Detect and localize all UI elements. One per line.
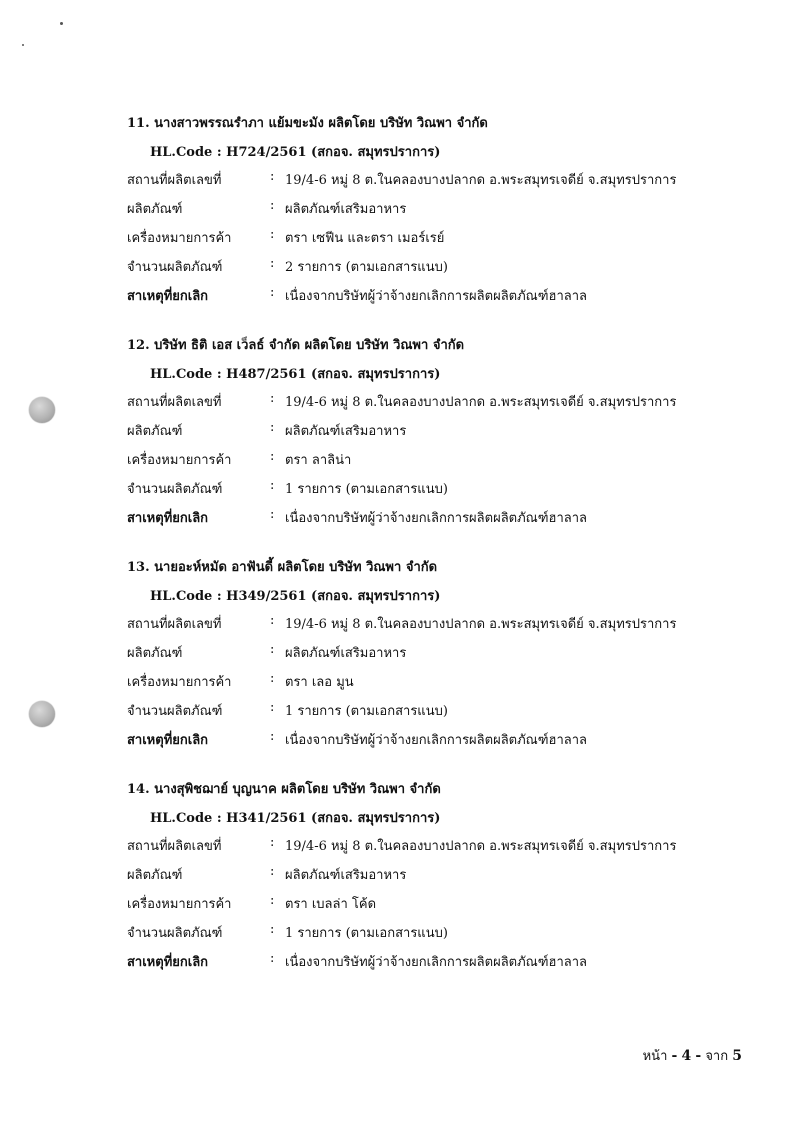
entry-13 [0,556,800,756]
colon: : [270,198,275,213]
page-total: 5 [732,1048,742,1064]
colon: : [270,864,275,879]
colon: : [270,613,275,628]
label-reason: สาเหตุที่ยกเลิก [127,511,209,526]
value-product: ผลิตภัณฑ์เสริมอาหาร [285,646,407,661]
row-address [0,613,800,635]
value-trademark: ตรา ลาลิน่า [285,453,352,468]
row-product [0,420,800,442]
scan-speck [60,22,63,25]
row-reason [0,951,800,973]
value-quantity: 2 รายการ (ตามเอกสารแนบ) [285,260,448,275]
value-quantity: 1 รายการ (ตามเอกสารแนบ) [285,482,448,497]
value-reason: เนื่องจากบริษัทผู้ว่าจ้างยกเลิกการผลิตผลิตภัณฑ์ฮาลาล [285,733,587,748]
label-address: สถานที่ผลิตเลขที่ [127,395,222,410]
label-product: ผลิตภัณฑ์ [127,646,183,661]
colon: : [270,169,275,184]
scan-speck [22,44,24,46]
value-trademark: ตรา เซฟีน และตรา เมอร์เรย์ [285,231,445,246]
value-reason: เนื่องจากบริษัทผู้ว่าจ้างยกเลิกการผลิตผลิตภัณฑ์ฮาลาล [285,511,587,526]
page-of-label: จาก [705,1049,729,1064]
label-trademark: เครื่องหมายการค้า [127,897,232,912]
row-product [0,642,800,664]
label-reason: สาเหตุที่ยกเลิก [127,733,209,748]
entry-12 [0,334,800,534]
colon: : [270,671,275,686]
hl-code: HL.Code : H724/2561 (สกอจ. สมุทรปราการ) [150,145,441,160]
colon: : [270,951,275,966]
colon: : [270,449,275,464]
value-trademark: ตรา เลอ มูน [285,675,354,690]
colon: : [270,285,275,300]
colon: : [270,507,275,522]
row-quantity [0,478,800,500]
label-trademark: เครื่องหมายการค้า [127,231,232,246]
entry-title: 14. นางสุพิชฌาย์ บุญนาค ผลิตโดย บริษัท วิณพา จำกัด [127,782,441,797]
row-quantity [0,700,800,722]
colon: : [270,729,275,744]
value-trademark: ตรา เบลล่า โค้ด [285,897,377,912]
value-quantity: 1 รายการ (ตามเอกสารแนบ) [285,926,448,941]
row-quantity [0,256,800,278]
colon: : [270,922,275,937]
value-reason: เนื่องจากบริษัทผู้ว่าจ้างยกเลิกการผลิตผลิตภัณฑ์ฮาลาล [285,289,587,304]
page-dash: - [671,1048,678,1064]
label-reason: สาเหตุที่ยกเลิก [127,289,209,304]
row-trademark [0,227,800,249]
row-trademark [0,893,800,915]
label-quantity: จำนวนผลิตภัณฑ์ [127,704,223,719]
colon: : [270,227,275,242]
label-quantity: จำนวนผลิตภัณฑ์ [127,482,223,497]
label-address: สถานที่ผลิตเลขที่ [127,173,222,188]
colon: : [270,256,275,271]
row-reason [0,729,800,751]
row-reason [0,285,800,307]
value-reason: เนื่องจากบริษัทผู้ว่าจ้างยกเลิกการผลิตผลิตภัณฑ์ฮาลาล [285,955,587,970]
colon: : [270,642,275,657]
value-address: 19/4-6 หมู่ 8 ต.ในคลองบางปลากด อ.พระสมุทรเจดีย์ จ.สมุทรปราการ [285,173,677,188]
label-quantity: จำนวนผลิตภัณฑ์ [127,260,223,275]
hl-code: HL.Code : H341/2561 (สกอจ. สมุทรปราการ) [150,811,441,826]
colon: : [270,700,275,715]
entry-14 [0,778,800,978]
value-product: ผลิตภัณฑ์เสริมอาหาร [285,424,407,439]
value-product: ผลิตภัณฑ์เสริมอาหาร [285,868,407,883]
row-address [0,391,800,413]
row-product [0,864,800,886]
row-address [0,835,800,857]
label-address: สถานที่ผลิตเลขที่ [127,617,222,632]
colon: : [270,420,275,435]
row-trademark [0,671,800,693]
label-trademark: เครื่องหมายการค้า [127,453,232,468]
colon: : [270,835,275,850]
value-product: ผลิตภัณฑ์เสริมอาหาร [285,202,407,217]
page-dash: - [695,1048,702,1064]
label-trademark: เครื่องหมายการค้า [127,675,232,690]
entry-title: 12. บริษัท ธิติ เอส เว็ลธ์ จำกัด ผลิตโดย บริษัท วิณพา จำกัด [127,338,465,353]
page-number [643,1045,742,1066]
row-product [0,198,800,220]
colon: : [270,391,275,406]
page-current: 4 [681,1048,692,1064]
row-quantity [0,922,800,944]
entry-11 [0,112,800,312]
colon: : [270,893,275,908]
label-product: ผลิตภัณฑ์ [127,202,183,217]
value-address: 19/4-6 หมู่ 8 ต.ในคลองบางปลากด อ.พระสมุทรเจดีย์ จ.สมุทรปราการ [285,839,677,854]
entry-title: 13. นายอะห์หมัด อาฟันดี้ ผลิตโดย บริษัท วิณพา จำกัด [127,560,438,575]
row-address [0,169,800,191]
label-product: ผลิตภัณฑ์ [127,424,183,439]
row-reason [0,507,800,529]
colon: : [270,478,275,493]
value-quantity: 1 รายการ (ตามเอกสารแนบ) [285,704,448,719]
hl-code: HL.Code : H487/2561 (สกอจ. สมุทรปราการ) [150,367,441,382]
hl-code: HL.Code : H349/2561 (สกอจ. สมุทรปราการ) [150,589,441,604]
label-product: ผลิตภัณฑ์ [127,868,183,883]
label-address: สถานที่ผลิตเลขที่ [127,839,222,854]
value-address: 19/4-6 หมู่ 8 ต.ในคลองบางปลากด อ.พระสมุทรเจดีย์ จ.สมุทรปราการ [285,617,677,632]
row-trademark [0,449,800,471]
label-reason: สาเหตุที่ยกเลิก [127,955,209,970]
entry-title: 11. นางสาวพรรณรำภา แย้มขะมัง ผลิตโดย บริษัท วิณพา จำกัด [127,116,488,131]
label-quantity: จำนวนผลิตภัณฑ์ [127,926,223,941]
value-address: 19/4-6 หมู่ 8 ต.ในคลองบางปลากด อ.พระสมุทรเจดีย์ จ.สมุทรปราการ [285,395,677,410]
page-label: หน้า [642,1049,668,1064]
